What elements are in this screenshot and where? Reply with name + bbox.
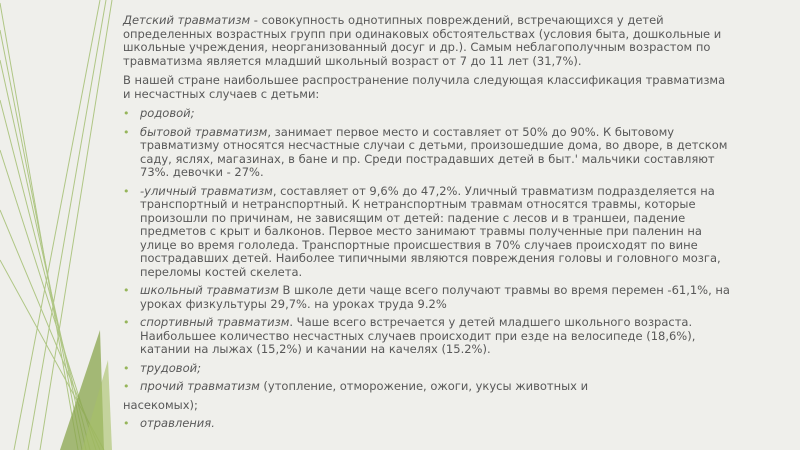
- bullet-icon: •: [123, 316, 130, 329]
- slide-content: [123, 14, 733, 436]
- bullet-icon: •: [123, 284, 130, 297]
- bullet-icon: •: [123, 125, 130, 139]
- list-item: • родовой;: [123, 106, 195, 120]
- classification-list: [123, 107, 733, 431]
- bullet-icon: •: [123, 380, 130, 393]
- list-item: • -уличный травматизм, составляет от 9,6% до 47,2%. Уличный травматизм подразделяется на транспортный и нетранспортный. К нетранспортным травмам относятся травмы, которые произошли по причинам, не зависящим от детей: падение с лесов и в траншеи, падение предметов с крыт и балконов. Первое место занимают травмы полученные при паленин на улице во время гололеда. Транспортные происшествия в 70% случаев происходят по вине пострадавших детей. Наиболее типичными являются повреждения головы и головного мозга, переломы костей скелета.: [123, 183, 721, 279]
- bullet-icon: •: [123, 184, 130, 198]
- intro-text: - совокупность однотипных повреждений, встречающихся у детей определенных возрастных групп при одинаковых обстоятельствах (условия быта, дошкольные и школьные учреждения, неорганизованный досуг и др.). Самым неблагополучным возрастом по травматизма является младший школьный возраст от 7 до 11 лет (31,7%).: [123, 13, 722, 68]
- lead-paragraph: В нашей стране наибольшее распространение получила следующая классификация травматизма и несчастных случаев с детьми:: [123, 73, 726, 101]
- bullet-icon: •: [123, 361, 130, 375]
- bullet-icon: •: [123, 107, 130, 120]
- intro-paragraph: [123, 14, 733, 68]
- list-continuation: насекомых);: [123, 397, 198, 412]
- intro-term: Детский травматизм: [123, 13, 251, 27]
- list-item: • школьный травматизм В школе дети чаще всего получают травмы во время перемен -61,1%, на уроках физкультуры 29,7%. на уроках труда 9.2%: [123, 283, 730, 311]
- list-item: • бытовой травматизм, занимает первое место и составляет от 50% до 90%. К бытовому травматизму относятся несчастные случаи с детьми, произошедшие дома, во дворе, в детском саду, яслях, магазинах, в бане и пр. Среди пострадавших детей в быт.' мальчики составляют 73%. девочки - 27%.: [123, 124, 728, 179]
- list-item: • отравления.: [123, 416, 215, 430]
- list-item: • спортивный травматизм. Чаше всего встречается у детей младшего школьного возраста. Наибольшее количество несчастных случаев происходит при езде на велосипеде (18,6%), катании на лыжах (15,2%) и качании на качелях (15.2%).: [123, 315, 696, 356]
- list-item: • прочий травматизм (утопление, отморожение, ожоги, укусы животных и: [123, 379, 589, 393]
- bullet-icon: •: [123, 417, 130, 430]
- list-item: • трудовой;: [123, 360, 201, 375]
